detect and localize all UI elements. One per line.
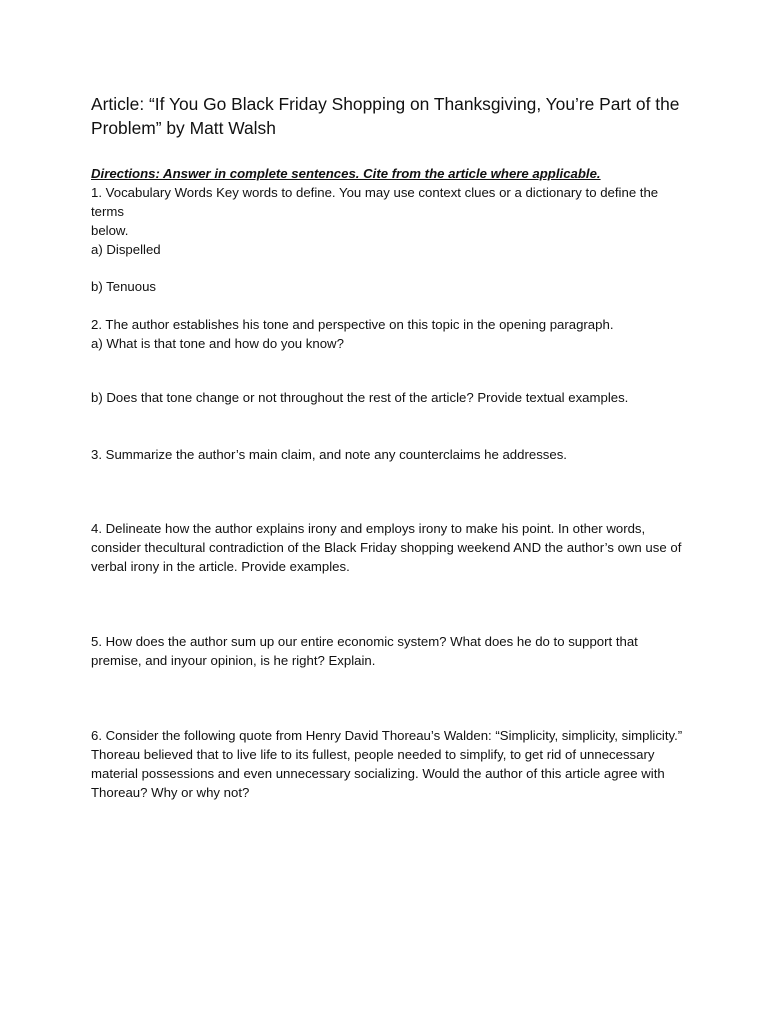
- directions-block: [91, 164, 691, 259]
- question-3: 3. Summarize the author’s main claim, and note any counterclaims he addresses.: [91, 447, 567, 462]
- question-4: 4. Delineate how the author explains irony and employs irony to make his point. In other words, consider thecultural contradiction of the Black Friday shopping weekend AND the author’s own use of verbal irony in the article. Provide examples.: [91, 521, 682, 574]
- question-1-line-1: 1. Vocabulary Words Key words to define. You may use context clues or a dictionary to define the terms: [91, 185, 659, 219]
- question-1a: a) Dispelled: [91, 242, 161, 257]
- question-1b: b) Tenuous: [91, 279, 157, 294]
- question-2-prompt: 2. The author establishes his tone and perspective on this topic in the opening paragraph.: [91, 317, 614, 332]
- question-2b: b) Does that tone change or not throughout the rest of the article? Provide textual examples.: [91, 390, 629, 405]
- question-6-followup: Thoreau believed that to live life to its fullest, people needed to simplify, to get rid of unnecessary material possessions and even unnecessary socializing. Would the author of this article agree with Thoreau? Why or why not?: [91, 747, 665, 800]
- question-2a: a) What is that tone and how do you know?: [91, 336, 344, 351]
- question-6-prompt: 6. Consider the following quote from Henry David Thoreau’s Walden: “Simplicity, simplicity, simplicity.”: [91, 728, 683, 743]
- directions: Directions: Answer in complete sentences. Cite from the article where applicable.: [91, 166, 601, 181]
- question-6-block: [91, 726, 691, 802]
- question-2-block: [91, 315, 691, 353]
- question-1-line-2: below.: [91, 223, 129, 238]
- question-5: 5. How does the author sum up our entire economic system? What does he do to support that premise, and inyour opinion, is he right? Explain.: [91, 634, 638, 668]
- document-title: Article: “If You Go Black Friday Shopping on Thanksgiving, You’re Part of the Problem” by Matt Walsh: [91, 94, 680, 138]
